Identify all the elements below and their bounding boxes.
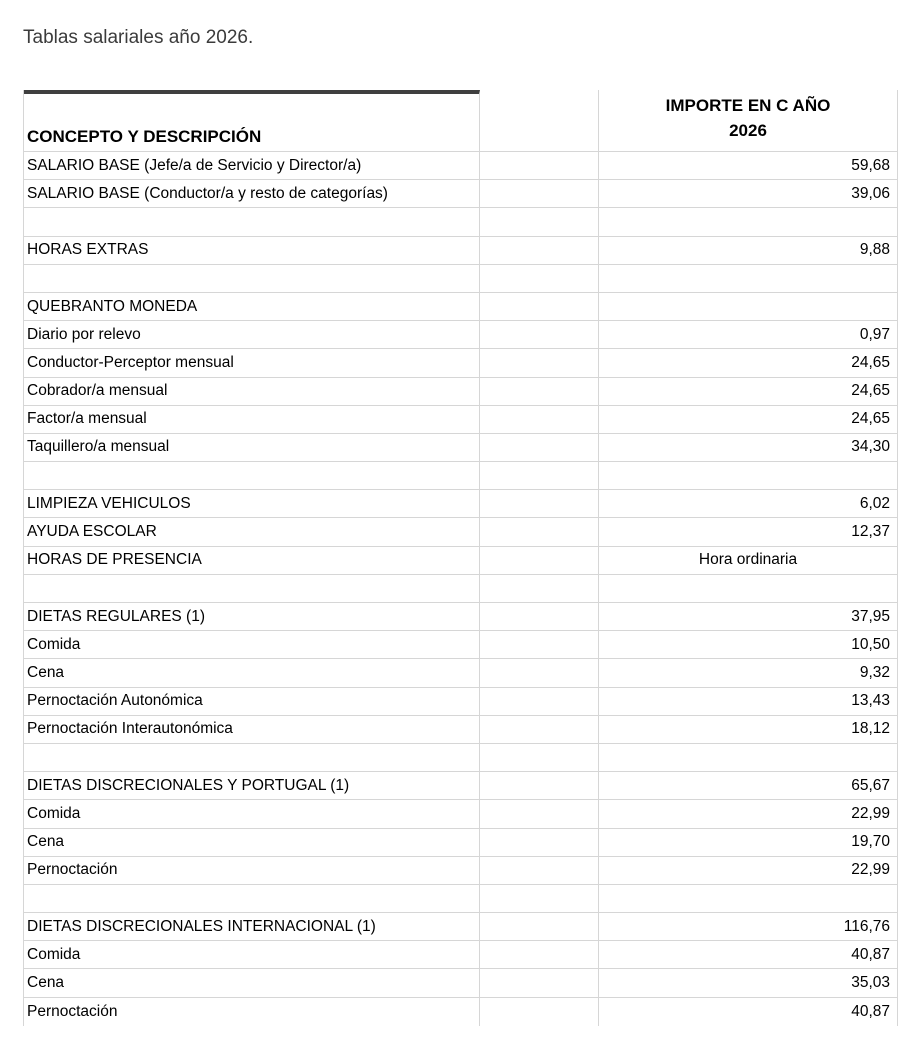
table-row xyxy=(24,829,898,857)
row-value: 9,32 xyxy=(599,659,898,686)
page-title: Tablas salariales año 2026. xyxy=(23,27,254,48)
row-spacer-cell xyxy=(480,321,599,348)
table-row xyxy=(24,575,898,603)
row-label xyxy=(24,575,480,602)
table-row xyxy=(24,969,898,997)
table-row xyxy=(24,998,898,1026)
table-row xyxy=(24,772,898,800)
table-row xyxy=(24,913,898,941)
row-label: Cena xyxy=(24,969,480,996)
table-row xyxy=(24,941,898,969)
row-label: Cena xyxy=(24,829,480,856)
row-value: 59,68 xyxy=(599,152,898,179)
row-spacer-cell xyxy=(480,490,599,517)
table-row xyxy=(24,688,898,716)
table-row xyxy=(24,744,898,772)
row-spacer-cell xyxy=(480,998,599,1026)
row-spacer-cell xyxy=(480,857,599,884)
row-spacer-cell xyxy=(480,744,599,771)
row-label: Cobrador/a mensual xyxy=(24,378,480,405)
row-spacer-cell xyxy=(480,152,599,179)
table-row xyxy=(24,631,898,659)
row-value: 22,99 xyxy=(599,800,898,827)
row-label: QUEBRANTO MONEDA xyxy=(24,293,480,320)
row-spacer-cell xyxy=(480,406,599,433)
row-value: 9,88 xyxy=(599,237,898,264)
table-row xyxy=(24,237,898,265)
table-row xyxy=(24,518,898,546)
row-spacer-cell xyxy=(480,829,599,856)
table-row xyxy=(24,180,898,208)
salary-table xyxy=(23,90,898,1026)
row-spacer-cell xyxy=(480,913,599,940)
row-spacer-cell xyxy=(480,659,599,686)
table-row xyxy=(24,208,898,236)
table-header-row xyxy=(24,90,898,152)
row-label: Comida xyxy=(24,941,480,968)
row-value: 65,67 xyxy=(599,772,898,799)
row-value: 13,43 xyxy=(599,688,898,715)
row-label: AYUDA ESCOLAR xyxy=(24,518,480,545)
row-label: Cena xyxy=(24,659,480,686)
row-label xyxy=(24,885,480,912)
row-spacer-cell xyxy=(480,575,599,602)
row-value xyxy=(599,575,898,602)
row-value: 37,95 xyxy=(599,603,898,630)
table-row xyxy=(24,434,898,462)
row-value: 39,06 xyxy=(599,180,898,207)
row-label: LIMPIEZA VEHICULOS xyxy=(24,490,480,517)
row-label: HORAS EXTRAS xyxy=(24,237,480,264)
table-row xyxy=(24,462,898,490)
row-label: Pernoctación Autonómica xyxy=(24,688,480,715)
row-value: 24,65 xyxy=(599,349,898,376)
row-value xyxy=(599,744,898,771)
row-spacer-cell xyxy=(480,434,599,461)
table-row xyxy=(24,321,898,349)
table-row xyxy=(24,490,898,518)
header-concept: CONCEPTO Y DESCRIPCIÓN xyxy=(24,90,480,152)
row-spacer-cell xyxy=(480,237,599,264)
row-spacer-cell xyxy=(480,969,599,996)
table-row xyxy=(24,265,898,293)
row-label: Diario por relevo xyxy=(24,321,480,348)
row-label: Taquillero/a mensual xyxy=(24,434,480,461)
row-value: 6,02 xyxy=(599,490,898,517)
row-value: 35,03 xyxy=(599,969,898,996)
row-value: 24,65 xyxy=(599,378,898,405)
row-value: 10,50 xyxy=(599,631,898,658)
table-row xyxy=(24,659,898,687)
row-value xyxy=(599,462,898,489)
table-row xyxy=(24,547,898,575)
row-spacer-cell xyxy=(480,265,599,292)
row-value: 24,65 xyxy=(599,406,898,433)
header-amount xyxy=(599,90,898,152)
row-spacer-cell xyxy=(480,941,599,968)
row-spacer-cell xyxy=(480,716,599,743)
row-label: Pernoctación xyxy=(24,998,480,1026)
row-label: SALARIO BASE (Jefe/a de Servicio y Director/a) xyxy=(24,152,480,179)
row-spacer-cell xyxy=(480,772,599,799)
row-label: DIETAS DISCRECIONALES Y PORTUGAL (1) xyxy=(24,772,480,799)
table-row xyxy=(24,885,898,913)
table-row xyxy=(24,406,898,434)
row-value xyxy=(599,208,898,235)
row-label: Pernoctación Interautonómica xyxy=(24,716,480,743)
row-spacer-cell xyxy=(480,547,599,574)
table-row xyxy=(24,293,898,321)
row-spacer-cell xyxy=(480,800,599,827)
row-label: HORAS DE PRESENCIA xyxy=(24,547,480,574)
row-spacer-cell xyxy=(480,293,599,320)
row-spacer-cell xyxy=(480,885,599,912)
row-label: DIETAS DISCRECIONALES INTERNACIONAL (1) xyxy=(24,913,480,940)
row-spacer-cell xyxy=(480,349,599,376)
row-label: Conductor-Perceptor mensual xyxy=(24,349,480,376)
table-row xyxy=(24,800,898,828)
row-value: 22,99 xyxy=(599,857,898,884)
row-value xyxy=(599,265,898,292)
row-spacer-cell xyxy=(480,378,599,405)
header-spacer-cell xyxy=(480,90,599,152)
row-spacer-cell xyxy=(480,180,599,207)
row-value: 116,76 xyxy=(599,913,898,940)
row-value xyxy=(599,885,898,912)
row-label: Pernoctación xyxy=(24,857,480,884)
row-spacer-cell xyxy=(480,462,599,489)
row-value: 19,70 xyxy=(599,829,898,856)
header-amount-line2: 2026 xyxy=(729,120,767,140)
row-spacer-cell xyxy=(480,688,599,715)
table-row xyxy=(24,857,898,885)
table-body xyxy=(24,152,898,1026)
row-label: Comida xyxy=(24,631,480,658)
row-value: Hora ordinaria xyxy=(599,547,898,574)
row-spacer-cell xyxy=(480,631,599,658)
row-spacer-cell xyxy=(480,518,599,545)
row-value: 40,87 xyxy=(599,941,898,968)
row-label xyxy=(24,265,480,292)
row-label xyxy=(24,744,480,771)
row-spacer-cell xyxy=(480,208,599,235)
row-label: Factor/a mensual xyxy=(24,406,480,433)
row-label xyxy=(24,208,480,235)
row-value: 0,97 xyxy=(599,321,898,348)
row-label xyxy=(24,462,480,489)
row-value xyxy=(599,293,898,320)
row-label: SALARIO BASE (Conductor/a y resto de categorías) xyxy=(24,180,480,207)
row-label: DIETAS REGULARES (1) xyxy=(24,603,480,630)
table-row xyxy=(24,152,898,180)
table-row xyxy=(24,603,898,631)
table-row xyxy=(24,349,898,377)
row-value: 40,87 xyxy=(599,998,898,1026)
row-label: Comida xyxy=(24,800,480,827)
row-value: 12,37 xyxy=(599,518,898,545)
row-spacer-cell xyxy=(480,603,599,630)
table-row xyxy=(24,716,898,744)
header-amount-line1: IMPORTE EN C AÑO xyxy=(665,95,831,115)
row-value: 34,30 xyxy=(599,434,898,461)
table-row xyxy=(24,378,898,406)
row-value: 18,12 xyxy=(599,716,898,743)
